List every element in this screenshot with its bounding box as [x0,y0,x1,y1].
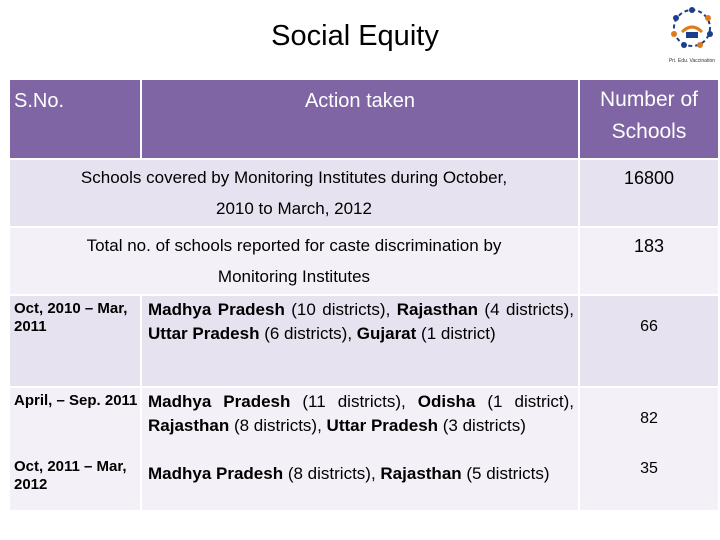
period-number: 66 [580,296,718,386]
header-number-line1: Number of [599,88,699,111]
divider [10,386,718,388]
page-title: Social Equity [271,20,439,52]
period-action: Madhya Pradesh (10 districts), Rajasthan (4 districts), Uttar Pradesh (6 districts), Gujarat (1 district) [142,296,578,386]
period-label: April, – Sep. 2011 Oct, 2011 – Mar, 2012 [10,388,140,510]
header-sno: S.No. [10,80,140,158]
row-discrimination-number: 183 [580,228,718,294]
header-number-line2: Schools [611,120,687,143]
period-label: Oct, 2010 – Mar, 2011 [10,296,140,386]
row-coverage-action [10,160,578,226]
header-number [580,80,718,158]
divider [578,80,580,510]
row-discrimination-action [10,228,578,294]
row-discrimination-line1: Total no. of schools reported for caste discrimination by [86,236,502,255]
people-circle-logo-icon [664,2,720,58]
row-discrimination-line2: Monitoring Institutes [217,267,371,286]
divider [10,294,718,296]
period-number: 82 35 [580,388,718,510]
divider [10,226,718,228]
row-coverage-line2: 2010 to March, 2012 [216,199,372,218]
divider [10,158,718,160]
divider [140,296,142,510]
period-action: Madhya Pradesh (11 districts), Odisha (1 district), Rajasthan (8 districts), Uttar Pradesh (3 districts) Madhya Pradesh (8 districts), Rajasthan (5 districts) [142,388,578,510]
logo-caption: Pri. Edu. Vaccination [668,58,716,64]
row-coverage-line1: Schools covered by Monitoring Institutes during October, [80,168,508,187]
divider [140,80,142,158]
row-coverage-number: 16800 [580,160,718,226]
header-action: Action taken [142,80,578,158]
logo [664,2,720,74]
